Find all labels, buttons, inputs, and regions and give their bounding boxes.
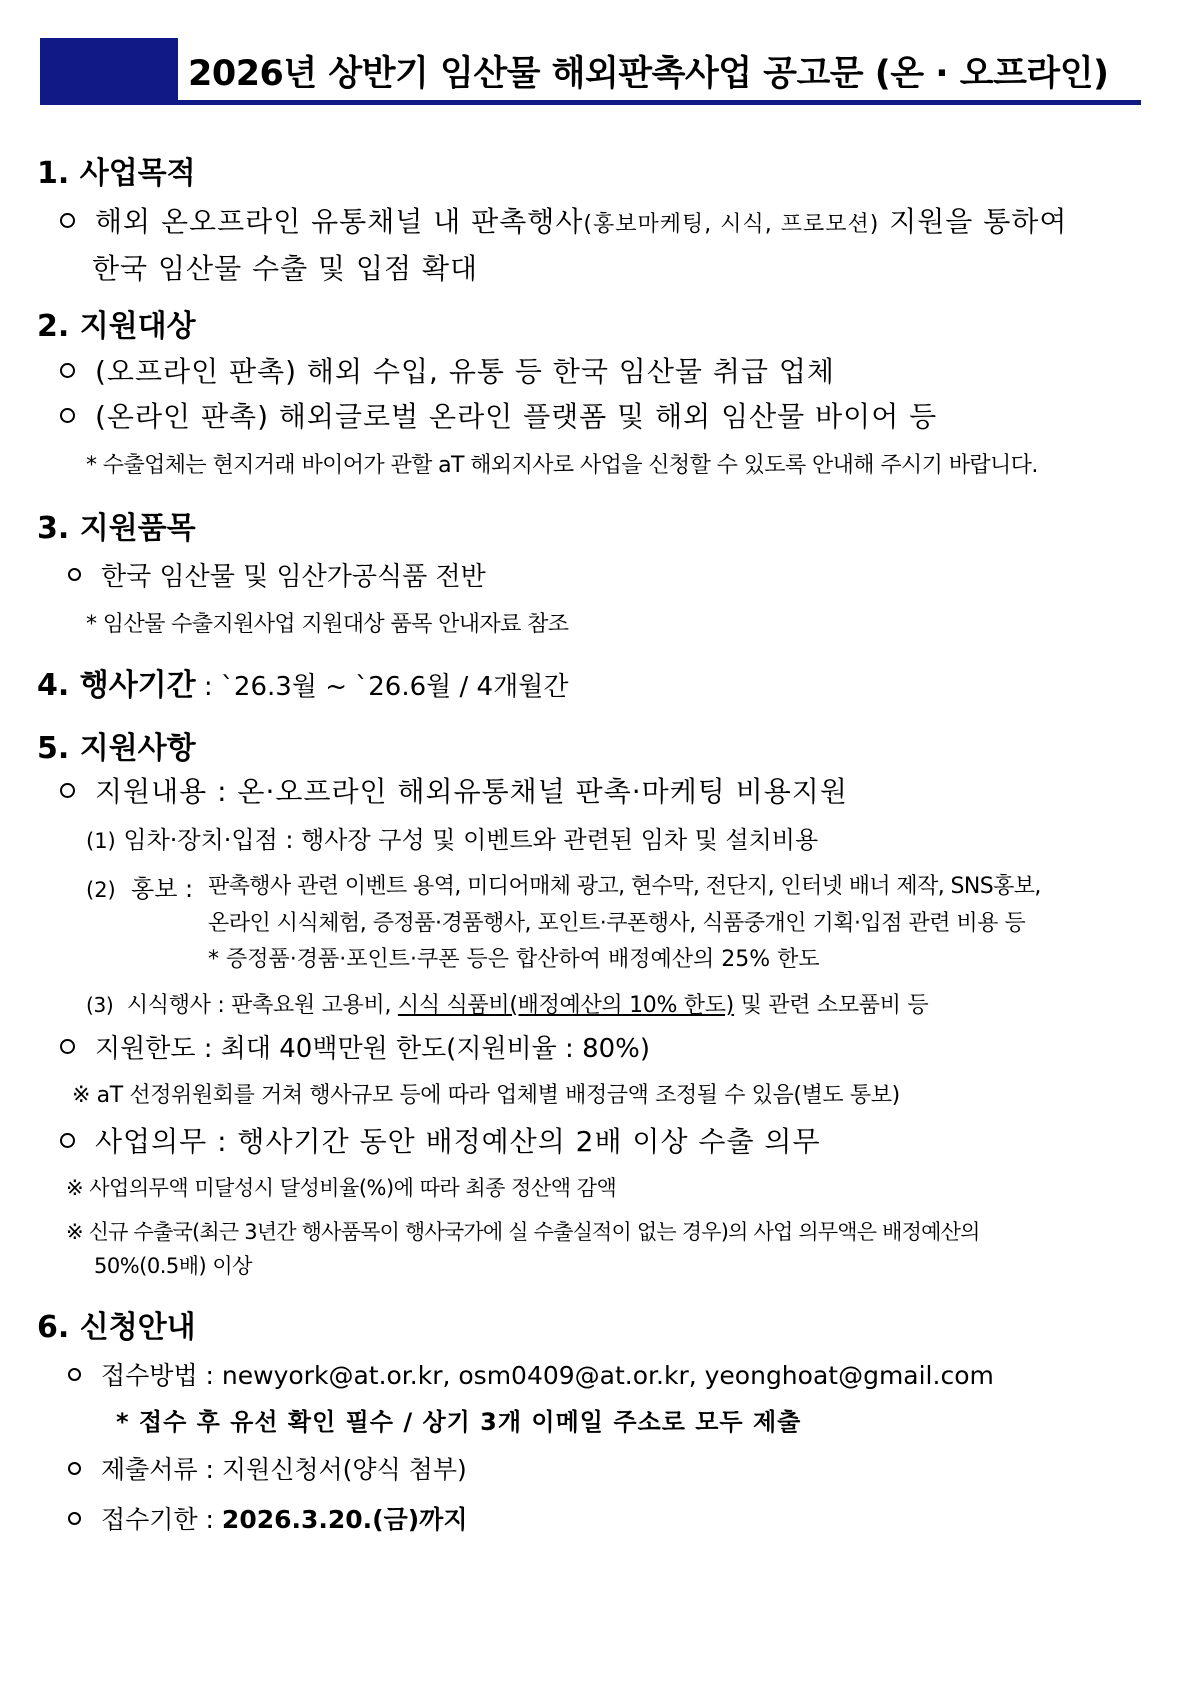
circle-bullet-icon: [60, 213, 75, 228]
circle-bullet-icon: [60, 783, 75, 798]
circle-bullet-icon: [60, 408, 75, 423]
s6-method-note: * 접수 후 유선 확인 필수 / 상기 3개 이메일 주소로 모두 제출: [116, 1408, 802, 1436]
s5-c2-line2: 온라인 시식체험, 증정품·경품행사, 포인트·쿠폰행사, 식품중개인 기획·입점 관련 비용 등: [208, 911, 1026, 936]
section-4-heading: 4. 행사기간: [37, 668, 196, 703]
circle-bullet-icon: [68, 1462, 81, 1475]
section-4: [37, 660, 568, 704]
s6-docs: 제출서류 : 지원신청서(양식 첨부): [68, 1450, 467, 1486]
s3-note: * 임산물 수출지원사업 지원대상 품목 안내자료 참조: [86, 612, 569, 637]
circle-bullet-icon: [60, 1039, 75, 1054]
s5-duty-note-1: ※ 사업의무액 미달성시 달성비율(%)에 따라 최종 정산액 감액: [66, 1176, 617, 1200]
title-bar: [40, 38, 1141, 104]
s5-c3: (3) 시식행사 : 판촉요원 고용비, 시식 식품비(배정예산의 10% 한도) 및 관련 소모품비 등: [86, 993, 929, 1018]
s5-c2: (2) 홍보 :: [86, 875, 194, 903]
s5-duty-note-2-cont: 50%(0.5배) 이상: [94, 1254, 252, 1278]
s5-duty-note-2: ※ 신규 수출국(최근 3년간 행사품목이 행사국가에 실 수출실적이 없는 경우)의 사업 의무액은 배정예산의: [66, 1220, 980, 1244]
section-3-heading: 3. 지원품목: [37, 511, 196, 546]
title-underline: [40, 100, 1141, 105]
s2-item-offline: (오프라인 판촉) 해외 수입, 유통 등 한국 임산물 취급 업체: [60, 350, 835, 390]
section-1-heading: 1. 사업목적: [37, 156, 196, 191]
circle-bullet-icon: [68, 1368, 81, 1381]
deadline-date: 2026.3.20.(금)까지: [221, 1505, 468, 1534]
s5-c1: (1) 임차·장치·입점 : 행사장 구성 및 이벤트와 관련된 임차 및 설치비용: [86, 826, 819, 854]
section-2-heading: 2. 지원대상: [37, 309, 196, 344]
s5-duty: 사업의무 : 행사기간 동안 배정예산의 2배 이상 수출 의무: [60, 1120, 821, 1160]
s3-item: 한국 임산물 및 임산가공식품 전반: [68, 556, 486, 593]
s5-c2-line1: 판촉행사 관련 이벤트 용역, 미디어매체 광고, 현수막, 전단지, 인터넷 배너 제작, SNS홍보,: [208, 874, 1041, 899]
s2-item-online: (온라인 판촉) 해외글로벌 온라인 플랫폼 및 해외 임산물 바이어 등: [60, 395, 937, 435]
section-6-heading: 6. 신청안내: [37, 1310, 196, 1345]
section-5-heading: 5. 지원사항: [37, 731, 196, 766]
s1-item: 해외 온오프라인 유통채널 내 판촉행사(홍보마케팅, 시식, 프로모션) 지원을 통하여: [60, 200, 1067, 240]
s5-c2-line3: * 증정품·경품·포인트·쿠폰 등은 합산하여 배정예산의 25% 한도: [208, 947, 820, 972]
circle-bullet-icon: [60, 1133, 75, 1148]
event-period: : `26.3월 ~ `26.6월 / 4개월간: [195, 672, 569, 702]
s6-method: 접수방법 : newyork@at.or.kr, osm0409@at.or.kr, yeonghoat@gmail.com: [68, 1356, 994, 1392]
s5-content: 지원내용 : 온·오프라인 해외유통채널 판촉·마케팅 비용지원: [60, 770, 848, 810]
s1-item-cont: 한국 임산물 수출 및 입점 확대: [92, 252, 479, 285]
circle-bullet-icon: [68, 1512, 81, 1525]
title-accent-block: [40, 38, 178, 104]
s2-note: * 수출업체는 현지거래 바이어가 관할 aT 해외지사로 사업을 신청할 수 있도록 안내해 주시기 바랍니다.: [86, 453, 1038, 478]
s6-deadline: 접수기한 : 2026.3.20.(금)까지: [68, 1500, 467, 1536]
document-title: 2026년 상반기 임산물 해외판촉사업 공고문 (온 · 오프라인): [188, 54, 1109, 94]
email-addresses: newyork@at.or.kr, osm0409@at.or.kr, yeonghoat@gmail.com: [221, 1361, 994, 1390]
circle-bullet-icon: [68, 568, 81, 581]
s5-limit: 지원한도 : 최대 40백만원 한도(지원비율 : 80%): [60, 1028, 650, 1065]
s5-limit-note: ※ aT 선정위원회를 거쳐 행사규모 등에 따라 업체별 배정금액 조정될 수 있음(별도 통보): [72, 1083, 900, 1108]
circle-bullet-icon: [60, 363, 75, 378]
